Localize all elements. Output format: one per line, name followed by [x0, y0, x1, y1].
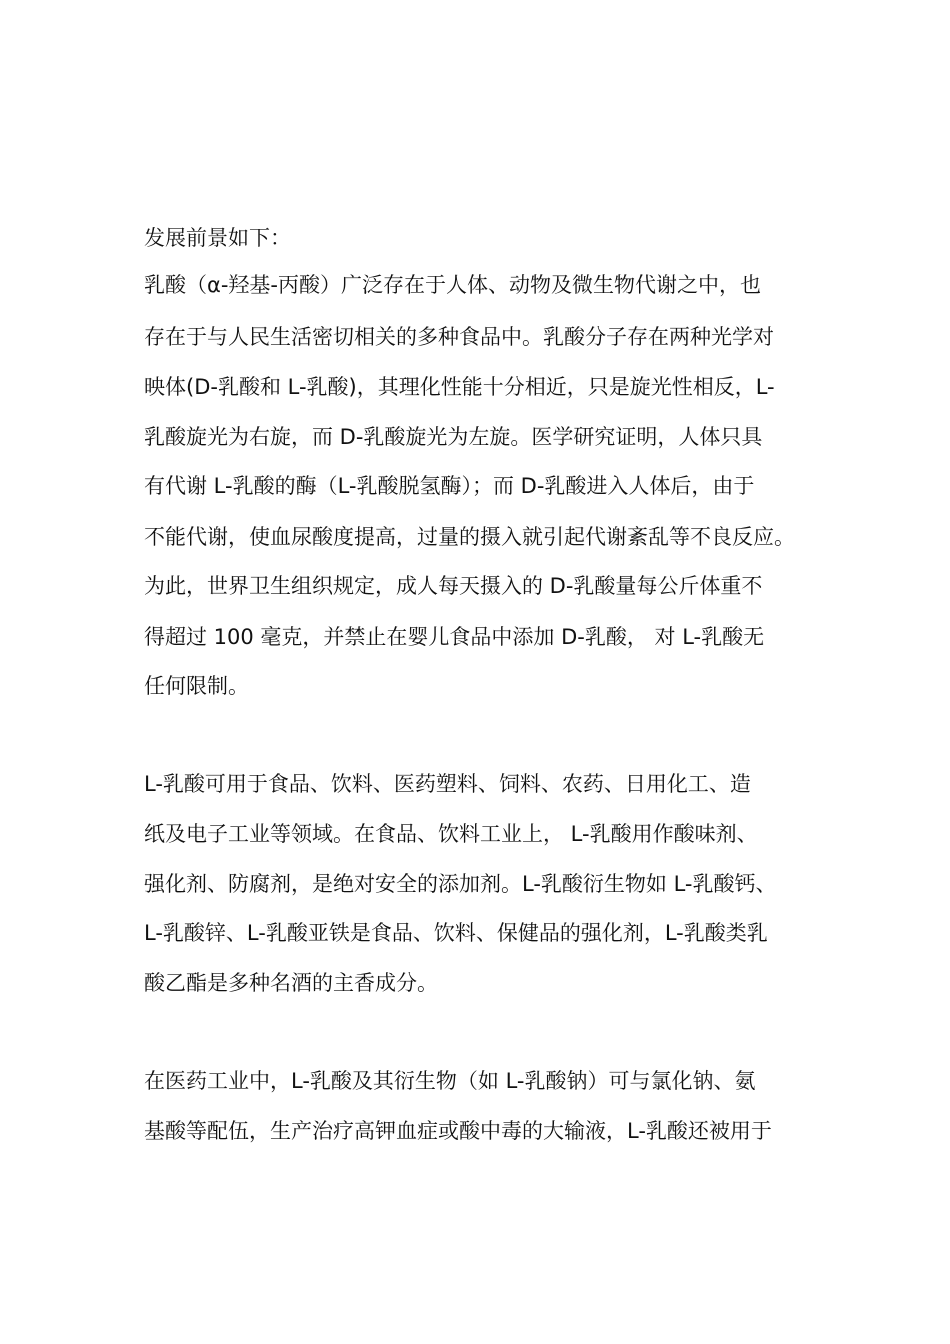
paragraph-3-line: 基酸等配伍，生产治疗高钾血症或酸中毒的大输液，L-乳酸还被用于 [144, 1119, 772, 1143]
paragraph-1-line: 存在于与人民生活密切相关的多种食品中。乳酸分子存在两种光学对 [144, 325, 774, 349]
paragraph-1-line: 不能代谢，使血尿酸度提高，过量的摄入就引起代谢紊乱等不良反应。 [144, 525, 795, 549]
paragraph-1-line: 为此，世界卫生组织规定，成人每天摄入的 D-乳酸量每公斤体重不 [144, 574, 763, 598]
paragraph-2-line: 强化剂、防腐剂，是绝对安全的添加剂。L-乳酸衍生物如 L-乳酸钙、 [144, 872, 777, 896]
paragraph-3-line: 在医药工业中，L-乳酸及其衍生物（如 L-乳酸钠）可与氯化钠、氨 [144, 1069, 756, 1093]
paragraph-2-line: L-乳酸可用于食品、饮料、医药塑料、饲料、农药、日用化工、造 [144, 772, 751, 796]
paragraph-2-line: 酸乙酯是多种名酒的主香成分。 [144, 971, 438, 995]
paragraph-1-line: 有代谢 L-乳酸的酶（L-乳酸脱氢酶）；而 D-乳酸进入人体后，由于 [144, 474, 755, 498]
paragraph-1-line: 映体(D-乳酸和 L-乳酸)，其理化性能十分相近，只是旋光性相反，L- [144, 375, 775, 399]
paragraph-1-line: 乳酸（α-羟基-丙酸）广泛存在于人体、动物及微生物代谢之中，也 [144, 273, 761, 297]
paragraph-1-line: 得超过 100 毫克，并禁止在婴儿食品中添加 D-乳酸， 对 L-乳酸无 [144, 625, 765, 649]
paragraph-2-line: 纸及电子工业等领域。在食品、饮料工业上， L-乳酸用作酸味剂、 [144, 822, 758, 846]
document-heading: 发展前景如下： [144, 226, 291, 250]
paragraph-1-line: 任何限制。 [144, 674, 249, 698]
paragraph-1-line: 乳酸旋光为右旋，而 D-乳酸旋光为左旋。医学研究证明，人体只具 [144, 425, 763, 449]
paragraph-2-line: L-乳酸锌、L-乳酸亚铁是食品、饮料、保健品的强化剂，L-乳酸类乳 [144, 921, 768, 945]
